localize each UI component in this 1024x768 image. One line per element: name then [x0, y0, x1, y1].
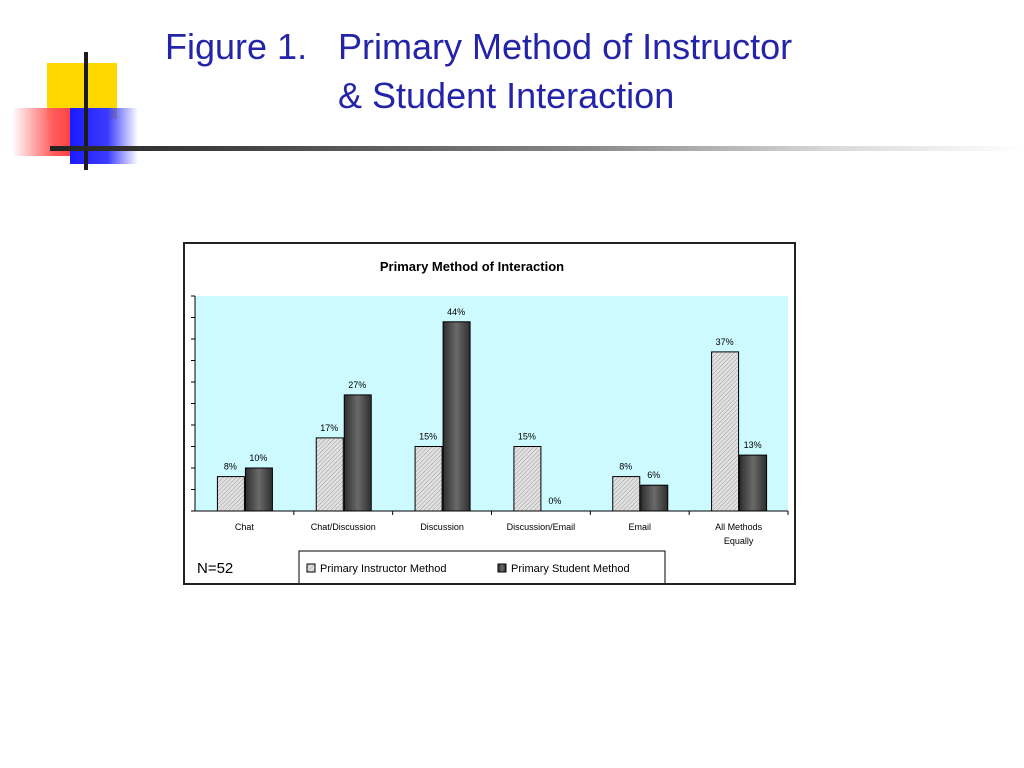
instructor-bar: [316, 438, 343, 511]
student-bar: [245, 468, 272, 511]
slide-title-line2: & Student Interaction: [338, 75, 675, 116]
student-bar: [740, 455, 767, 511]
data-label: 17%: [320, 422, 339, 433]
student-bar: [443, 322, 470, 511]
data-label: 8%: [223, 461, 237, 472]
data-label: 27%: [348, 379, 367, 390]
sample-size-note: N=52: [197, 560, 234, 577]
data-label: 15%: [517, 431, 536, 442]
category-label: Equally: [723, 536, 754, 546]
category-label: Discussion: [420, 522, 464, 532]
slide-title-line1: Primary Method of Instructor: [338, 26, 793, 67]
student-bar: [344, 395, 371, 511]
data-label: 0%: [548, 496, 562, 506]
category-label: All Methods: [715, 522, 763, 532]
legend-label-instructor: Primary Instructor Method: [320, 563, 447, 575]
data-label: 8%: [619, 461, 633, 472]
legend-swatch-student: [498, 564, 506, 572]
category-label: Discussion/Email: [506, 522, 576, 532]
instructor-bar: [217, 477, 244, 511]
instructor-bar: [415, 447, 442, 512]
decor-vertical-line: [84, 52, 88, 170]
slide-title-prefix: Figure 1.: [165, 26, 308, 67]
chart-title: Primary Method of Interaction: [379, 259, 565, 274]
legend-swatch-instructor: [307, 564, 315, 572]
data-label: 6%: [647, 470, 661, 481]
data-label: 15%: [419, 431, 438, 442]
decor-blue-square: [70, 108, 138, 164]
data-label: 13%: [743, 440, 762, 451]
student-bar: [641, 485, 668, 511]
category-label: Chat/Discussion: [310, 522, 376, 532]
data-label: 10%: [249, 453, 268, 463]
plot-area: [195, 296, 788, 511]
instructor-bar: [613, 477, 640, 511]
data-label: 44%: [447, 306, 466, 317]
data-label: 37%: [715, 336, 734, 347]
instructor-bar: [712, 352, 739, 511]
chart-frame: [183, 242, 796, 585]
category-label: Chat: [234, 522, 254, 532]
instructor-bar: [514, 447, 541, 512]
legend-label-student: Primary Student Method: [511, 563, 630, 575]
category-label: Email: [628, 522, 652, 532]
bar-chart: [185, 244, 794, 583]
decor-horizontal-rule: [50, 146, 1024, 151]
